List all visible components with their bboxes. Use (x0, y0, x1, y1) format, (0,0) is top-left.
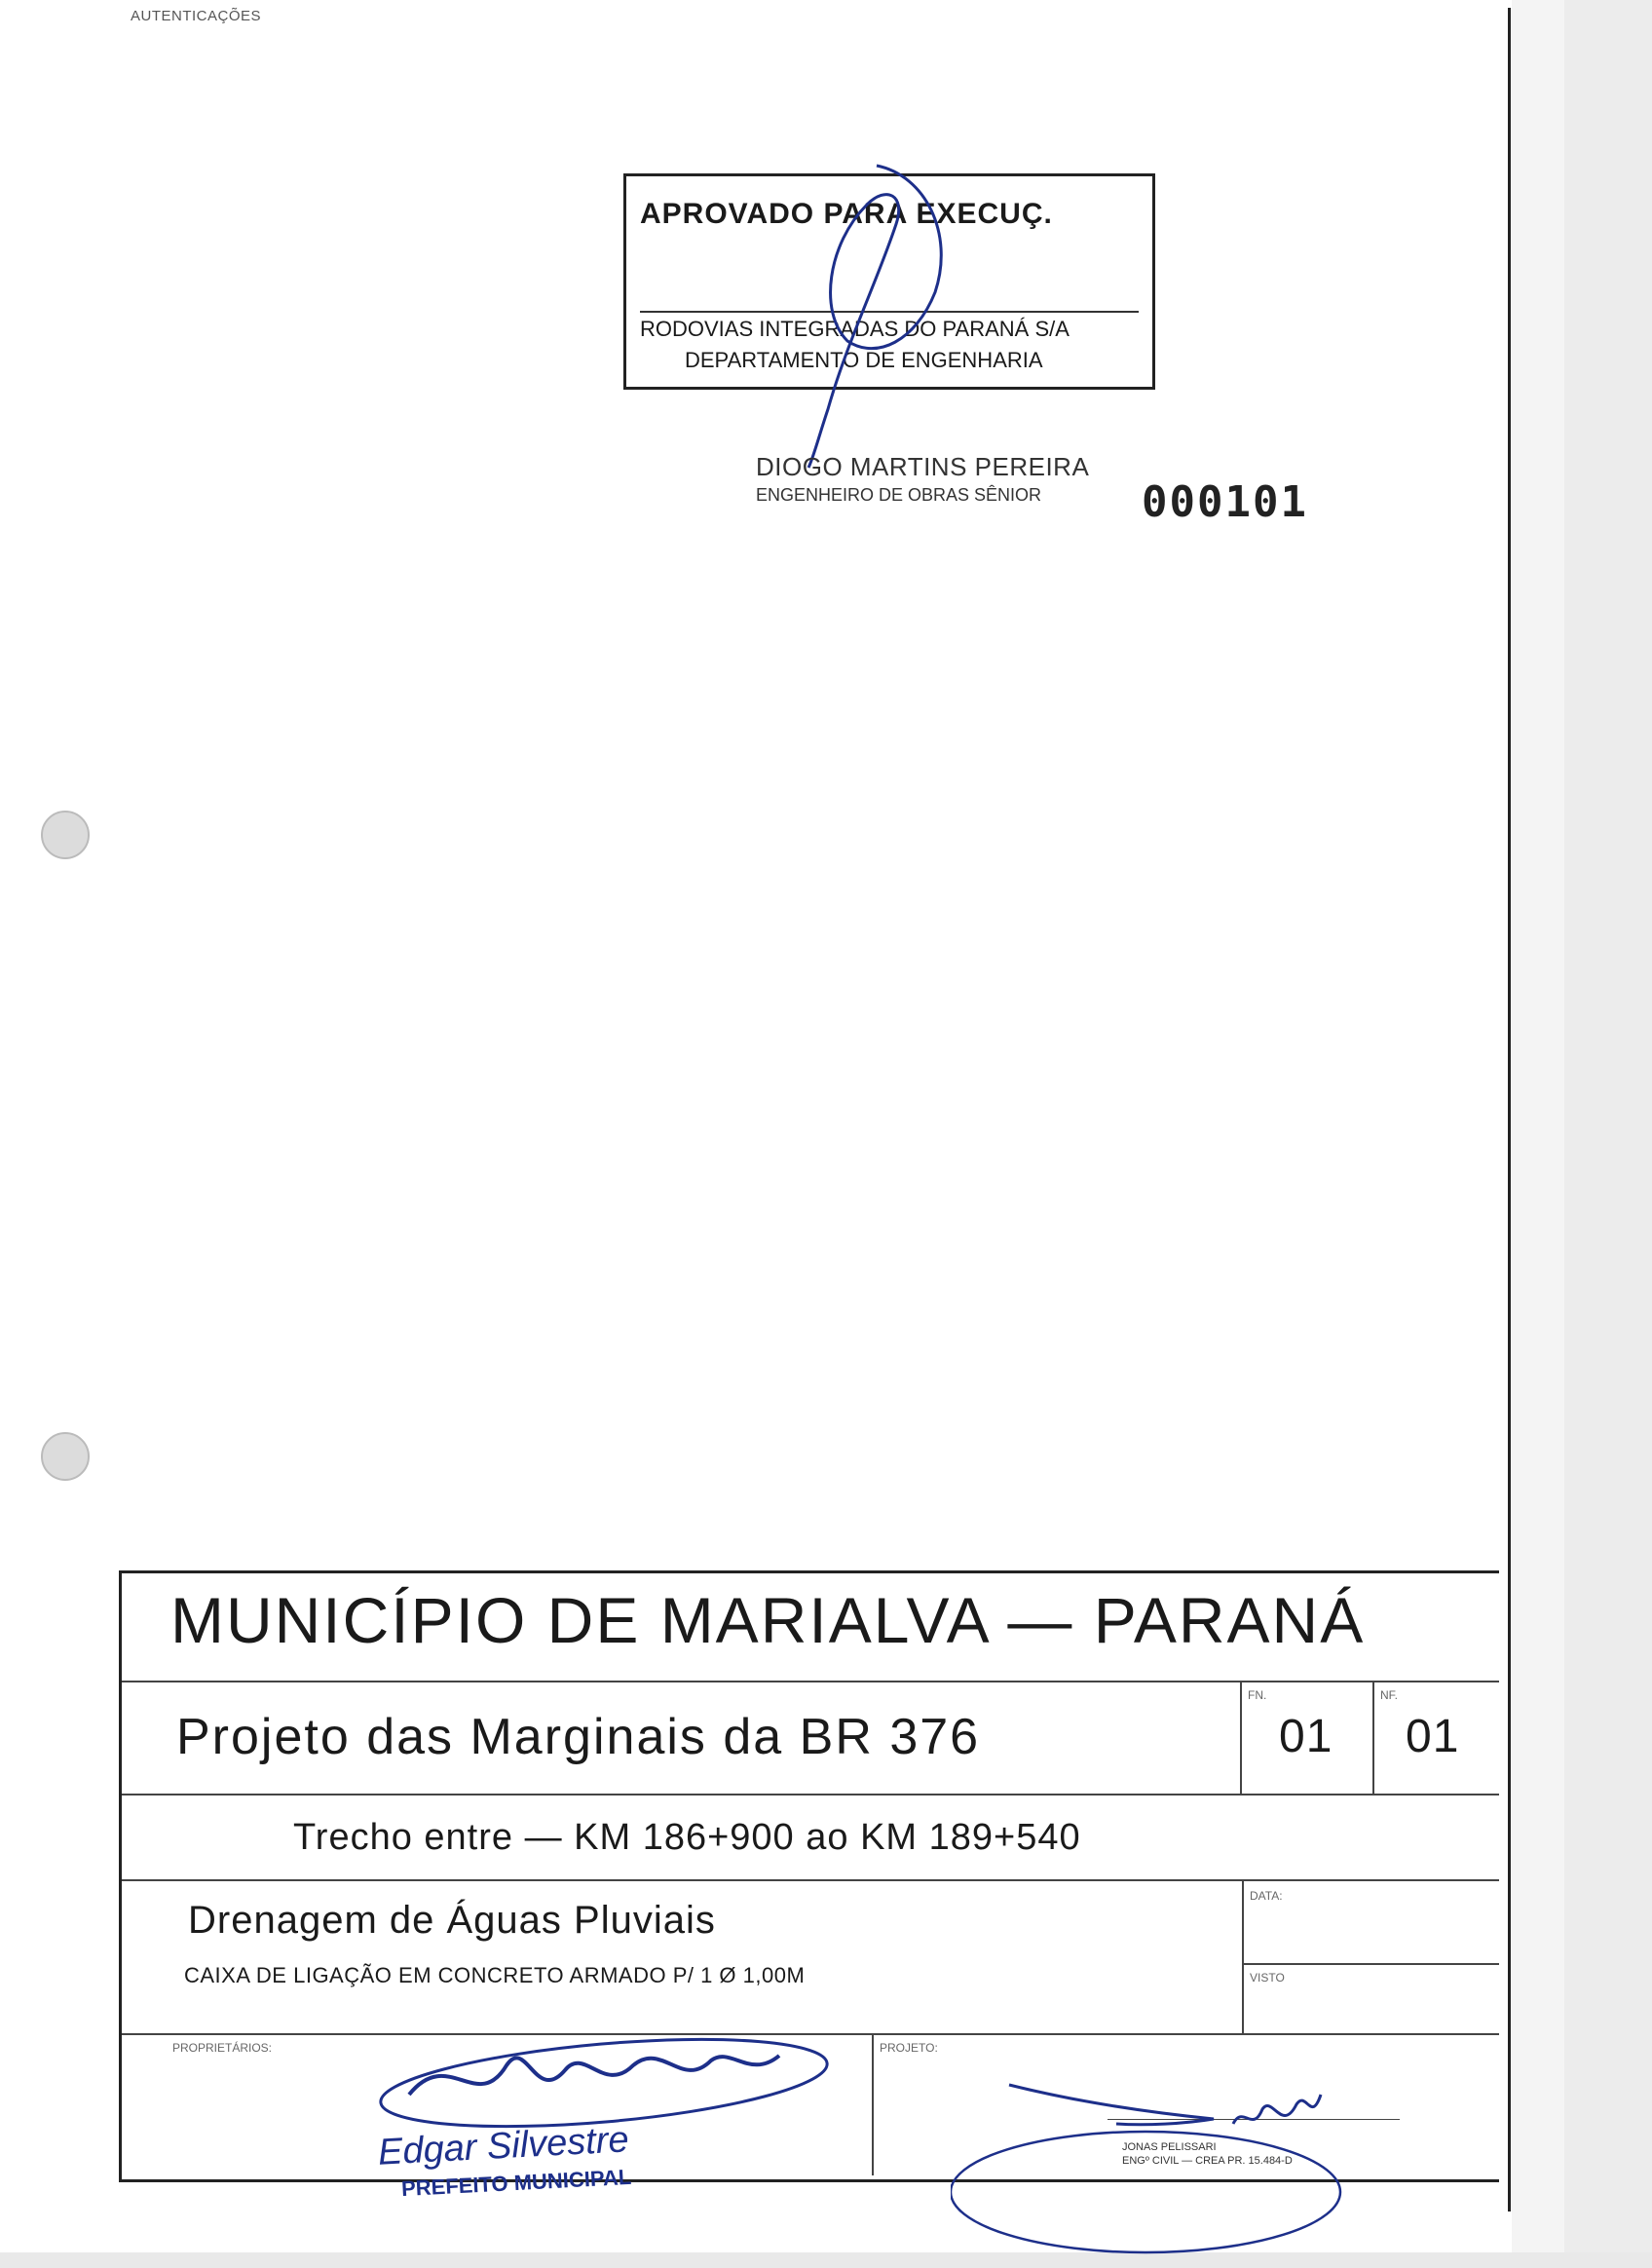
engineer-role: ENGENHEIRO DE OBRAS SÊNIOR (756, 485, 1042, 505)
stamp-department: DEPARTAMENTO DE ENGENHARIA (685, 348, 1043, 372)
fn-label: FN. (1248, 1688, 1267, 1702)
rule-2 (122, 1794, 1499, 1796)
border-right (1508, 8, 1511, 2211)
project-label: PROJETO: (880, 2041, 938, 2055)
stamp-organization: RODOVIAS INTEGRADAS DO PARANÁ S/A (640, 317, 1070, 341)
owner-signature-title: PREFEITO MUNICIPAL (400, 2164, 632, 2202)
page-margin-strip-outer (1564, 0, 1652, 2268)
designer-name: JONAS PELISSARI (1122, 2141, 1217, 2153)
subject-title: Drenagem de Águas Pluviais (188, 1899, 716, 1942)
rule-visto (1242, 1963, 1499, 1965)
municipality-title: MUNICÍPIO DE MARIALVA — PARANÁ (170, 1584, 1366, 1656)
header-label: AUTENTICAÇÕES (131, 8, 262, 24)
owner-signature-name: Edgar Silvestre (377, 2119, 630, 2174)
designer-registration: ENGº CIVIL — CREA PR. 15.484-D (1122, 2155, 1293, 2167)
rule-3 (122, 1879, 1499, 1881)
engineer-name: DIOGO MARTINS PEREIRA (756, 452, 1090, 481)
owners-label: PROPRIETÁRIOS: (172, 2041, 273, 2055)
nf-divider (1372, 1682, 1374, 1796)
punch-hole-top (41, 811, 90, 859)
detail-line: CAIXA DE LIGAÇÃO EM CONCRETO ARMADO P/ 1 Ø 1,00M (184, 1963, 806, 1987)
page-number: 000101 (1142, 477, 1308, 527)
visto-label: VISTO (1250, 1971, 1285, 1984)
punch-hole-bottom (41, 1432, 90, 1481)
stretch-line: Trecho entre — KM 186+900 ao KM 189+540 (293, 1817, 1081, 1858)
approval-signature (760, 146, 1032, 477)
nf-label: NF. (1380, 1688, 1398, 1702)
project-title: Projeto das Marginais da BR 376 (176, 1709, 981, 1765)
nf-value: 01 (1406, 1711, 1460, 1762)
project-divider (872, 2035, 874, 2175)
fn-value: 01 (1279, 1711, 1333, 1762)
fn-divider (1240, 1682, 1242, 1796)
date-label: DATA: (1250, 1889, 1283, 1903)
date-divider (1242, 1881, 1244, 2033)
page-bottom-edge (0, 2252, 1652, 2268)
rule-1 (122, 1681, 1499, 1682)
stamp-title: APROVADO PARA EXECUÇ. (640, 198, 1053, 230)
